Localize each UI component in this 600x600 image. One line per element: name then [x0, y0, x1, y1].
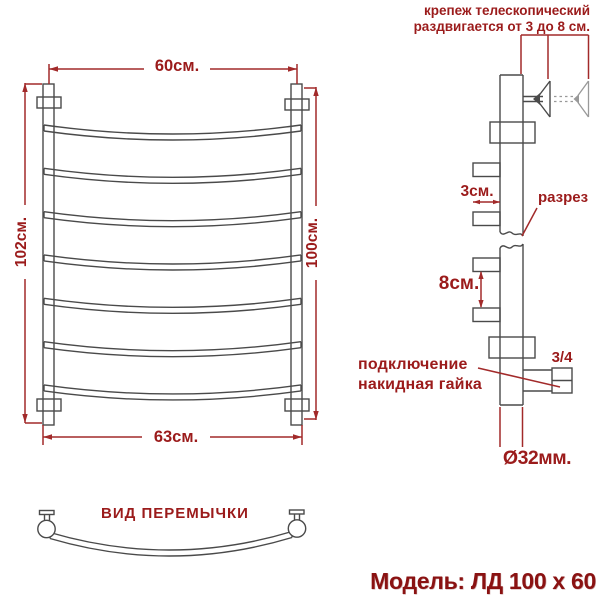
thread-size-label: 3/4: [551, 349, 573, 366]
stub-2: [473, 212, 500, 226]
note-line-2: раздвигается от 3 до 8 см.: [413, 18, 590, 34]
note-line-1: крепеж телескопический: [424, 3, 590, 18]
cone-tip: [533, 93, 540, 105]
rung-3: [44, 212, 301, 227]
connection-label-line-1: подключение: [358, 356, 468, 373]
model-label: Модель: ЛД 100 х 60: [370, 568, 596, 594]
dimension-height-right: 100см.: [304, 206, 322, 280]
front-view-drawing: [37, 84, 309, 425]
rung-spacing-label: 8см.: [438, 273, 480, 294]
rung-2: [44, 168, 301, 183]
side-bracket-bottom: [489, 337, 535, 358]
crossbar-left-fitting: [38, 520, 55, 537]
rung-6: [44, 342, 301, 357]
connection-label-line-2: накидная гайка: [358, 376, 483, 393]
crossbar-right-fitting: [288, 520, 305, 537]
bracket-top-right: [285, 99, 309, 110]
stub-length-label: 3см.: [460, 183, 494, 200]
dimension-width-bottom: 63см.: [142, 428, 210, 446]
rungs: [44, 125, 301, 400]
section-label: разрез: [537, 189, 589, 206]
front-view-arrowheads: [22, 66, 318, 439]
connection-label: [358, 355, 482, 395]
crossbar-view-title: ВИД ПЕРЕМЫЧКИ: [101, 505, 249, 522]
stub-3: [473, 258, 500, 272]
rung-1: [44, 125, 301, 140]
dimension-height-left: 102см.: [13, 205, 31, 279]
bracket-top-left: [37, 97, 61, 108]
rung-5: [44, 298, 301, 313]
telescopic-extended-ghost: [554, 81, 589, 117]
dimension-width-top: 60см.: [144, 57, 210, 75]
side-bracket-top: [490, 122, 535, 143]
rung-4: [44, 255, 301, 270]
rung-7: [44, 385, 301, 400]
bracket-bottom-left: [37, 399, 61, 411]
bracket-bottom-right: [285, 399, 309, 411]
stub-4: [473, 308, 500, 322]
telescopic-fastener-note: [414, 3, 590, 34]
pipe-diameter-label: Ø32мм.: [502, 447, 572, 469]
stub-1: [473, 163, 500, 177]
